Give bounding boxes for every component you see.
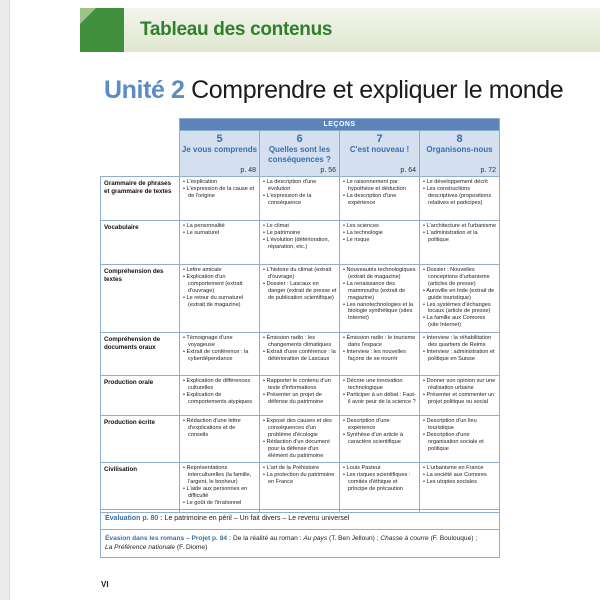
row-label: Production écrite: [101, 416, 180, 463]
unit-number: Unité 2: [104, 76, 185, 104]
lesson-number: 8: [456, 133, 463, 145]
list-item: • La technologie: [343, 229, 383, 236]
table-cell: [180, 376, 260, 416]
list-item: • L'art de la Préhistoire: [263, 465, 320, 471]
lesson-header-7: [340, 131, 420, 177]
lesson-header-8: [420, 131, 500, 177]
list-item: • Représentations interculturelles (la famille, l'argent, le bonheur): [183, 465, 252, 485]
list-item: • Lettre amicale: [183, 267, 222, 273]
table-cell: [340, 333, 420, 376]
table-cell: [420, 333, 500, 376]
table-cell: [180, 416, 260, 463]
evasion-author-1: (T. Ben Jelloun) ;: [329, 535, 379, 542]
table-row: [101, 463, 500, 513]
lesson-number: 6: [296, 133, 303, 145]
list-item: • La renaissance des mammouths (extrait de magazine): [343, 280, 406, 301]
list-item: • Dossier : Nouvelles conceptions d'urbanisme (articles de presse): [423, 267, 490, 287]
list-item: • Interview : la réhabilitation des quartiers de Reims: [423, 335, 492, 348]
list-item: • L'évolution (détérioration, réparation, etc.): [263, 236, 330, 250]
list-item: • Rédaction d'une lettre d'explications et de conseils: [183, 418, 241, 438]
list-item: • Synthèse d'un article à caractère scientifique: [343, 431, 403, 445]
list-item: • Description d'un lieu touristique: [423, 418, 477, 431]
evaluation-label: Évaluation: [105, 515, 141, 522]
evasion-author-2: (F. Boulouque) ;: [430, 535, 478, 542]
table-cell: [260, 376, 340, 416]
table-corner: [101, 119, 180, 131]
lesson-title: Quelles sont les conséquences ?: [268, 145, 331, 164]
list-item: • L'expression de la cause et de l'origine: [183, 185, 255, 199]
list-item: • Le patrimoine: [263, 229, 301, 236]
table-cell: [260, 221, 340, 265]
list-item: • Donner son opinion sur une réalisation urbaine: [423, 378, 496, 391]
list-item: • La description d'une expérience: [343, 192, 397, 206]
table-cell: [340, 265, 420, 333]
list-item: • Émission radio : les changements climatiques: [263, 335, 332, 348]
list-item: • Exposé des causes et des conséquences d'un problème d'écologie: [263, 418, 332, 438]
evasion-book-3: La Préférence nationale: [105, 544, 176, 551]
lesson-page: p. 56: [320, 167, 336, 174]
list-item: • La famille aux Comores (site Internet): [423, 315, 486, 329]
list-item: • La société aux Comores: [423, 471, 487, 478]
lesson-page: p. 72: [480, 167, 497, 174]
evasion-page: p. 84 :: [212, 535, 232, 542]
list-item: • Le surnaturel: [183, 229, 220, 236]
lesson-number: 7: [376, 133, 383, 145]
list-item: • Les sciences: [343, 223, 379, 229]
table-cell: [180, 265, 260, 333]
list-item: • Description d'une organisation sociale et politique: [423, 431, 484, 452]
table-cell: [420, 463, 500, 513]
evaluation-box: [100, 509, 500, 530]
list-item: • Rédaction d'un document pour la défense d'un élément du patrimoine: [263, 438, 330, 459]
lesson-page: p. 64: [400, 167, 416, 174]
list-item: • Présenter un projet de défense du patrimoine: [263, 391, 324, 405]
list-item: • Nouveautés technologiques (extrait de magazine): [343, 267, 416, 280]
evasion-author-3: (F. Diome): [176, 544, 208, 551]
lesson-header-6: [260, 131, 340, 177]
evasion-label: Évasion dans les romans – Projet: [105, 535, 211, 542]
unit-heading: [104, 76, 563, 105]
list-item: • Rapporter le contenu d'un texte d'informations: [263, 378, 331, 391]
list-item: • Le raisonnement par hypothèse et déduction: [343, 179, 406, 192]
table-cell: [180, 463, 260, 513]
list-item: • Le risque: [343, 236, 370, 243]
list-item: • Les constructions descriptives (propositions relatives et participes): [423, 185, 492, 206]
evasion-book-2: Chasse à courre: [380, 535, 429, 542]
table-cell: [340, 463, 420, 513]
evasion-box: [100, 530, 500, 558]
list-item: • Les risques scientifiques : comités d'éthique et principe de précaution: [343, 471, 411, 492]
list-item: • L'architecture et l'urbanisme: [423, 223, 497, 229]
table-cell: [420, 376, 500, 416]
table-cell: [420, 416, 500, 463]
row-label: Civilisation: [101, 463, 180, 513]
list-item: • L'administration et la politique: [423, 229, 478, 243]
table-cell: [340, 177, 420, 221]
table-cell: [180, 333, 260, 376]
table-cell: [260, 463, 340, 513]
list-item: • L'expression de la conséquence: [263, 192, 312, 206]
table-cell: [420, 265, 500, 333]
table-row: [101, 221, 500, 265]
table-cell: [340, 376, 420, 416]
list-item: • L'aide aux personnes en difficulté: [183, 485, 248, 499]
list-item: • L'urbanisme en France: [423, 465, 484, 471]
list-item: • L'explication: [183, 179, 218, 185]
list-item: • Présenter et commenter un projet politique ou social: [423, 391, 495, 405]
list-item: • Dossier : Lascaux en danger (extrait de presse et de publication scientifique): [263, 280, 337, 301]
list-item: • Interview : les nouvelles façons de se nourrir: [343, 348, 406, 362]
table-cell: [260, 177, 340, 221]
list-item: • Louis Pasteur: [343, 465, 381, 471]
lesson-title: C'est nouveau !: [349, 145, 410, 154]
list-item: • Description d'une expérience: [343, 418, 390, 431]
header-fold-corner: [80, 8, 96, 24]
list-item: • Le retour du surnaturel (extrait de magazine): [183, 294, 244, 308]
list-item: • Interview : administration et politique en Suisse: [423, 348, 495, 362]
evaluation-page: p. 80 :: [142, 515, 163, 522]
row-label: Compréhension des textes: [101, 265, 180, 333]
page-edge: [0, 0, 10, 600]
lesson-header-5: [180, 131, 260, 177]
contents-table: [100, 118, 500, 513]
list-item: • La personnalité: [183, 223, 225, 229]
lesson-number: 5: [216, 133, 223, 145]
evaluation-text: Le patrimoine en péril – Un fait divers – Le revenu universel: [164, 515, 350, 522]
lesson-page: p. 48: [240, 167, 256, 174]
table-cell: [420, 177, 500, 221]
table-cell: [420, 221, 500, 265]
table-row: [101, 177, 500, 221]
table-row: [101, 376, 500, 416]
row-label: Production orale: [101, 376, 180, 416]
list-item: • La protection du patrimoine en France: [263, 471, 335, 485]
list-item: • Extrait d'une conférence : la détérioration de Lascaux: [263, 348, 336, 362]
list-item: • Témoignage d'une voyageuse: [183, 335, 233, 348]
row-label: Compréhension de documents oraux: [101, 333, 180, 376]
table-cell: [340, 221, 420, 265]
table-row: [101, 265, 500, 333]
list-item: • Le goût de l'irrationnel: [183, 499, 242, 506]
list-item: • Émission radio : le tourisme dans l'espace: [343, 335, 416, 348]
list-item: • Décrire une innovation technologique: [343, 378, 403, 391]
table-row: [101, 416, 500, 463]
list-item: • Les utopies sociales: [423, 478, 477, 485]
list-item: • Extrait de conférence : la cyberdépendance: [183, 348, 249, 362]
list-item: • Le climat: [263, 223, 289, 229]
evasion-book-1: Au pays: [303, 535, 328, 542]
table-cell: [260, 333, 340, 376]
lesson-title: Organisons-nous: [426, 145, 493, 154]
table-cell: [260, 265, 340, 333]
unit-title: Comprendre et expliquer le monde: [191, 76, 564, 104]
list-item: • La description d'une évolution: [263, 179, 317, 192]
list-item: • Explication de différences culturelles: [183, 378, 251, 391]
lecons-header: LEÇONS: [180, 119, 500, 131]
list-item: • Le développement décrit: [423, 179, 488, 185]
table-row: [101, 333, 500, 376]
list-item: • Explication de comportements atypiques: [183, 391, 253, 405]
list-item: • Les systèmes d'échanges locaux (article de presse): [423, 301, 491, 315]
table-cell: [340, 416, 420, 463]
table-cell: [260, 416, 340, 463]
row-label: Vocabulaire: [101, 221, 180, 265]
row-label: Grammaire de phrases et grammaire de textes: [101, 177, 180, 221]
lesson-title: Je vous comprends: [181, 145, 258, 154]
list-item: • Auroville en Inde (extrait de guide touristique): [423, 287, 495, 301]
evasion-intro: De la réalité au roman :: [232, 535, 302, 542]
page-title: Tableau des contenus: [140, 19, 333, 40]
page-number: VI: [101, 580, 109, 589]
list-item: • L'histoire du climat (extrait d'ouvrage): [263, 267, 332, 280]
list-item: • Les nanotechnologies et la biologie synthétique (sites Internet): [343, 301, 414, 322]
list-item: • Participer à un débat : Faut-il avoir peur de la science ?: [343, 391, 416, 405]
list-item: • Explication d'un comportement (extrait d'ouvrage): [183, 273, 243, 294]
table-cell: [180, 221, 260, 265]
table-cell: [180, 177, 260, 221]
